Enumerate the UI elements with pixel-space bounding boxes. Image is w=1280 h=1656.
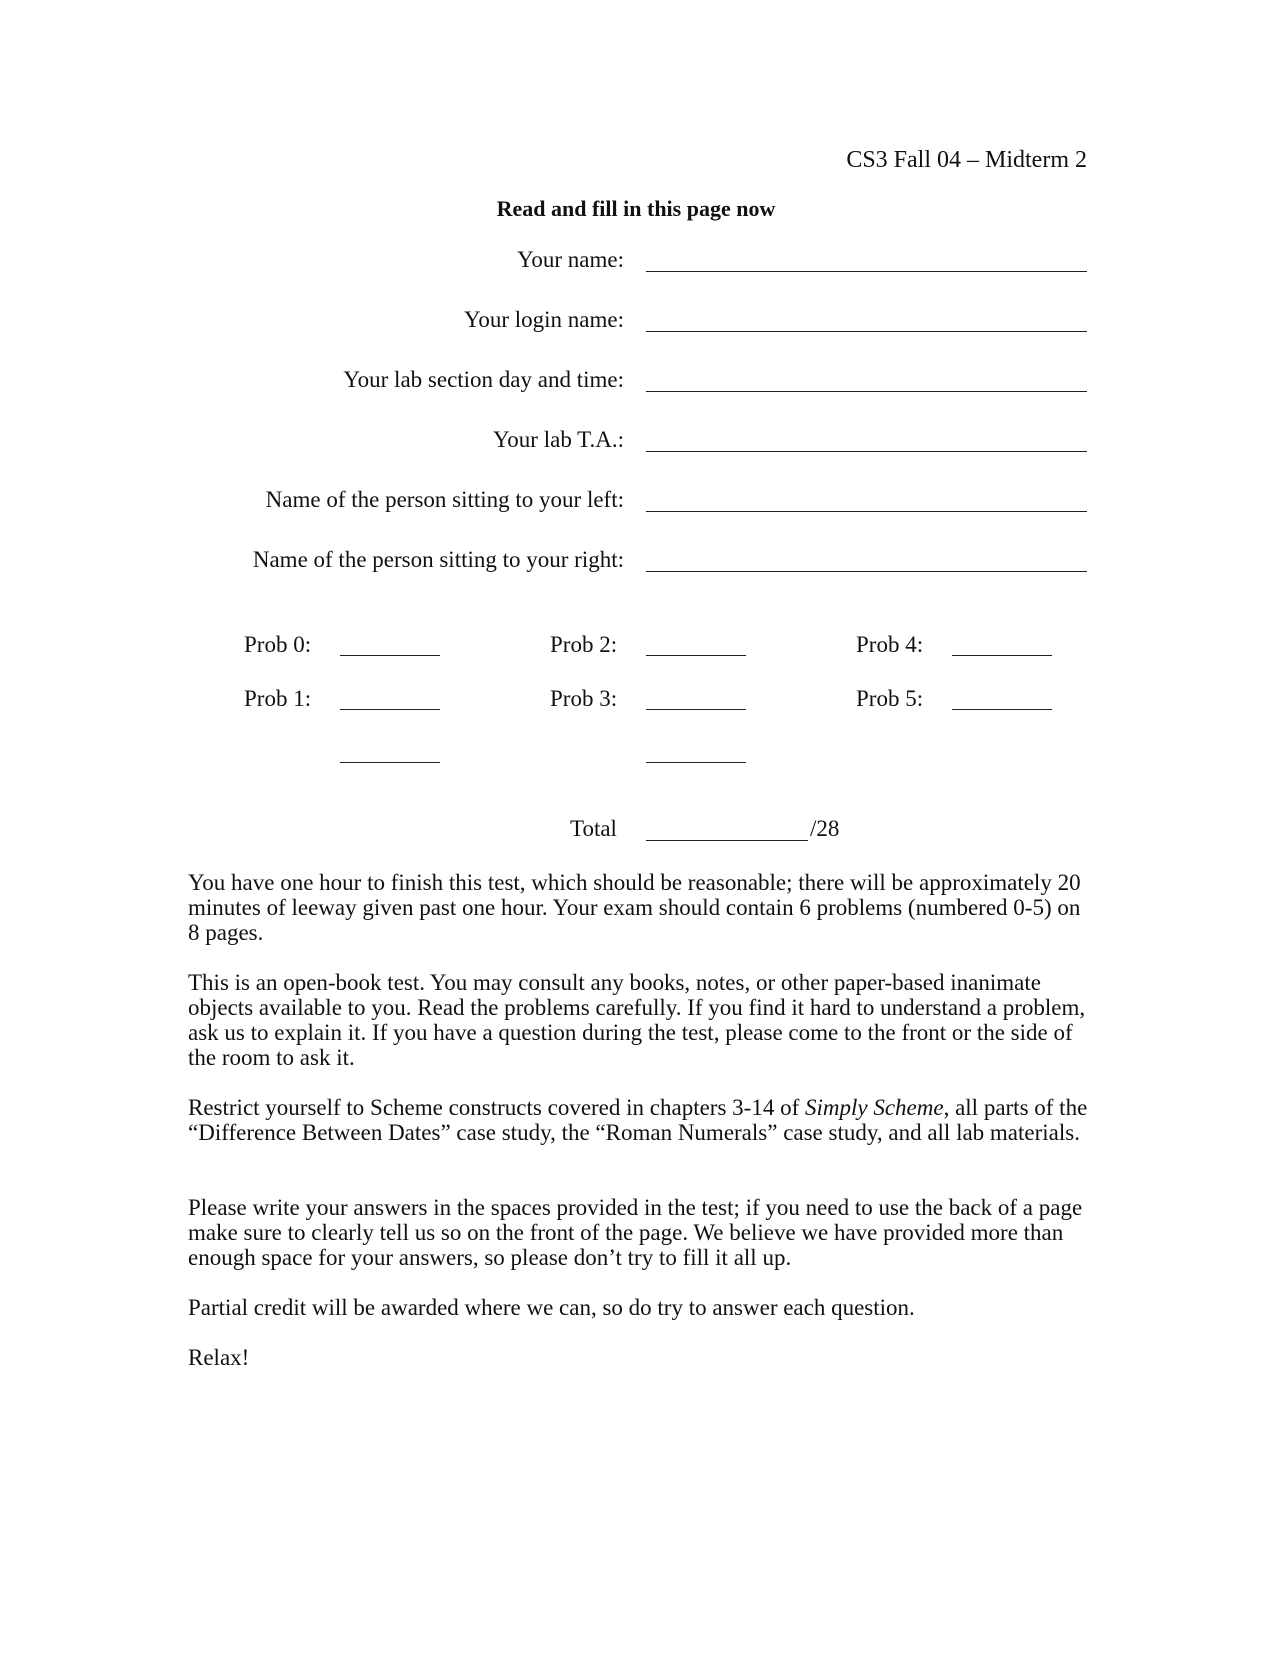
prob-1-label: Prob 1: [244,686,312,711]
paragraph-restrictions [188,1095,1088,1145]
prob-4-score[interactable] [952,655,1052,656]
total-label: Total [570,816,617,841]
prob-3-score[interactable] [646,709,746,710]
right-neighbor-field[interactable] [646,571,1087,572]
field-label-lab-section: Your lab section day and time: [343,367,624,392]
prob-2-score[interactable] [646,655,746,656]
field-label-right-neighbor: Name of the person sitting to your right: [252,547,624,572]
prob-1-score[interactable] [340,709,440,710]
paragraph-time: You have one hour to finish this test, which should be reasonable; there will be approximately 20 minutes of leeway given past one hour. Your exam should contain 6 problems (numbered 0-5) on 8 pages. [188,870,1081,945]
field-label-lab-ta: Your lab T.A.: [493,427,624,452]
restrictions-text-2: , all parts of the “Difference Between Dates” case study, the “Roman Numerals” case study, and all lab materials. [188,1095,1088,1145]
prob-5-score[interactable] [952,709,1052,710]
field-label-name: Your name: [517,247,624,272]
extra-score-line-1[interactable] [340,762,440,763]
total-score-field[interactable] [646,840,808,841]
field-label-login: Your login name: [464,307,624,332]
paragraph-partial-credit: Partial credit will be awarded where we can, so do try to answer each question. [188,1295,915,1320]
prob-0-label: Prob 0: [244,632,312,657]
paragraph-relax: Relax! [188,1345,250,1370]
instructions-title: Read and fill in this page now [496,196,776,221]
total-max: /28 [810,816,840,841]
login-field[interactable] [646,331,1087,332]
paragraph-answers: Please write your answers in the spaces provided in the test; if you need to use the back of a page make sure to clearly tell us so on the front of the page. We believe we have provided more than enough space for your answers, so please don’t try to fill it all up. [188,1195,1083,1270]
field-label-left-neighbor: Name of the person sitting to your left: [265,487,624,512]
prob-2-label: Prob 2: [550,632,618,657]
book-title: Simply Scheme [804,1095,944,1120]
prob-4-label: Prob 4: [856,632,924,657]
extra-score-line-2[interactable] [646,762,746,763]
name-field[interactable] [646,271,1087,272]
restrictions-text-1: Restrict yourself to Scheme constructs covered in chapters 3-14 of [188,1095,805,1120]
prob-0-score[interactable] [340,655,440,656]
lab-ta-field[interactable] [646,451,1087,452]
lab-section-field[interactable] [646,391,1087,392]
exam-header: CS3 Fall 04 – Midterm 2 [846,147,1087,173]
paragraph-open-book: This is an open-book test. You may consult any books, notes, or other paper-based inanimate objects available to you. Read the problems carefully. If you find it hard to understand a problem, ask us to explain it. If you have a question during the test, please come to the front or the side of the room to ask it. [188,970,1086,1070]
prob-3-label: Prob 3: [550,686,618,711]
left-neighbor-field[interactable] [646,511,1087,512]
prob-5-label: Prob 5: [856,686,924,711]
